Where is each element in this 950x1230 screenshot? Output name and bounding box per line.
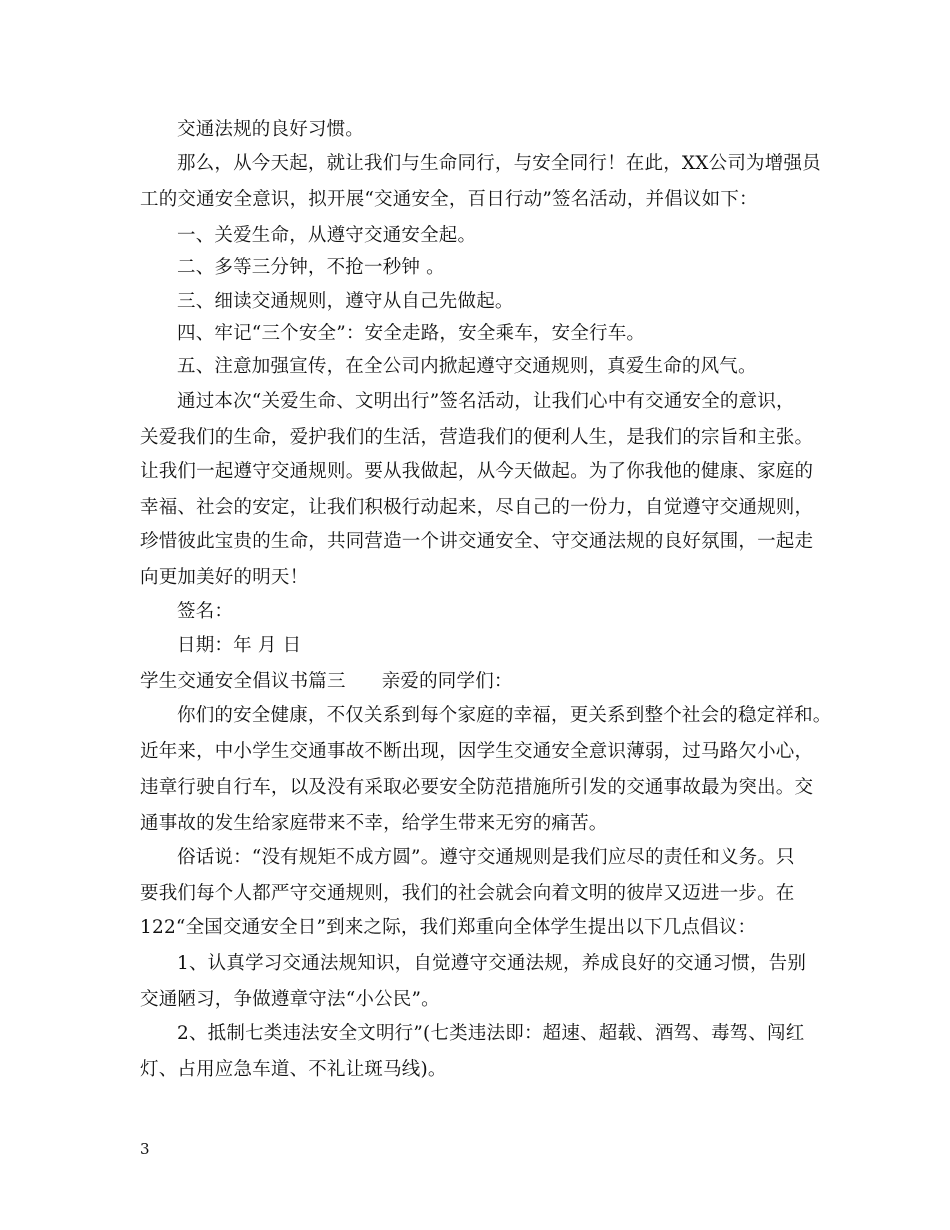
text-line: 近年来，中小学生交通事故不断出现，因学生交通安全意识薄弱，过马路欠小心，	[140, 741, 814, 762]
page-number: 3	[140, 1140, 150, 1158]
text-line: 交通法规的良好习惯。	[177, 119, 365, 140]
text-line: 二、多等三分钟，不抢一秒钟 。	[177, 257, 445, 278]
text-line: 那么，从今天起，就让我们与生命同行，与安全同行！在此，XX公司为增强员	[177, 153, 821, 174]
text-line: 五、注意加强宣传，在全公司内掀起遵守交通规则，真爱生命的风气。	[177, 356, 757, 377]
text-line: 要我们每个人都严守交通规则，我们的社会就会向着文明的彼岸又迈进一步。在	[140, 883, 795, 904]
text-line: 四、牢记“三个安全”：安全走路，安全乘车，安全行车。	[177, 323, 646, 344]
text-line: 让我们一起遵守交通规则。要从我做起，从今天做起。为了你我他的健康、家庭的	[140, 461, 814, 482]
text-line: 交通陋习，争做遵章守法“小公民”。	[140, 989, 440, 1010]
date-line: 日期：年 月 日	[177, 635, 302, 656]
text-line: 三、细读交通规则，遵守从自己先做起。	[177, 291, 514, 312]
text-line: 工的交通安全意识，拟开展“交通安全，百日行动”签名活动，并倡议如下：	[140, 189, 758, 210]
salutation: 亲爱的同学们：	[381, 671, 513, 692]
section-heading	[140, 670, 830, 694]
section-title: 学生交通安全倡议书篇三	[140, 671, 346, 692]
text-line: 122“全国交通安全日”到来之际，我们郑重向全体学生提出以下几点倡议：	[140, 917, 757, 938]
text-line: 1、认真学习交通法规知识，自觉遵守交通法规，养成良好的交通习惯，告别	[177, 953, 807, 974]
text-line: 向更加美好的明天！	[140, 567, 309, 588]
text-line: 你们的安全健康，不仅关系到每个家庭的幸福，更关系到整个社会的稳定祥和。	[177, 705, 832, 726]
text-line: 通事故的发生给家庭带来不幸，给学生带来无穷的痛苦。	[140, 813, 608, 834]
text-line: 幸福、社会的安定，让我们积极行动起来，尽自己的一份力，自觉遵守交通规则，	[140, 497, 814, 518]
text-line: 违章行驶自行车，以及没有采取必要安全防范措施所引发的交通事故最为突出。交	[140, 777, 814, 798]
text-line: 关爱我们的生命，爱护我们的生活，营造我们的便利人生，是我们的宗旨和主张。	[140, 427, 814, 448]
signature-line: 签名：	[177, 601, 234, 622]
text-line: 珍惜彼此宝贵的生命，共同营造一个讲交通安全、守交通法规的良好氛围，一起走	[140, 531, 814, 552]
text-line: 一、关爱生命，从遵守交通安全起。	[177, 225, 477, 246]
text-line: 通过本次“关爱生命、文明出行”签名活动，让我们心中有交通安全的意识，	[177, 391, 795, 412]
text-line: 俗话说：“没有规矩不成方圆”。遵守交通规则是我们应尽的责任和义务。只	[177, 847, 795, 868]
text-line: 2、抵制七类违法安全文明行”(七类违法即：超速、超载、酒驾、毒驾、闯红	[177, 1023, 805, 1044]
text-line: 灯、占用应急车道、不礼让斑马线)。	[140, 1059, 447, 1080]
